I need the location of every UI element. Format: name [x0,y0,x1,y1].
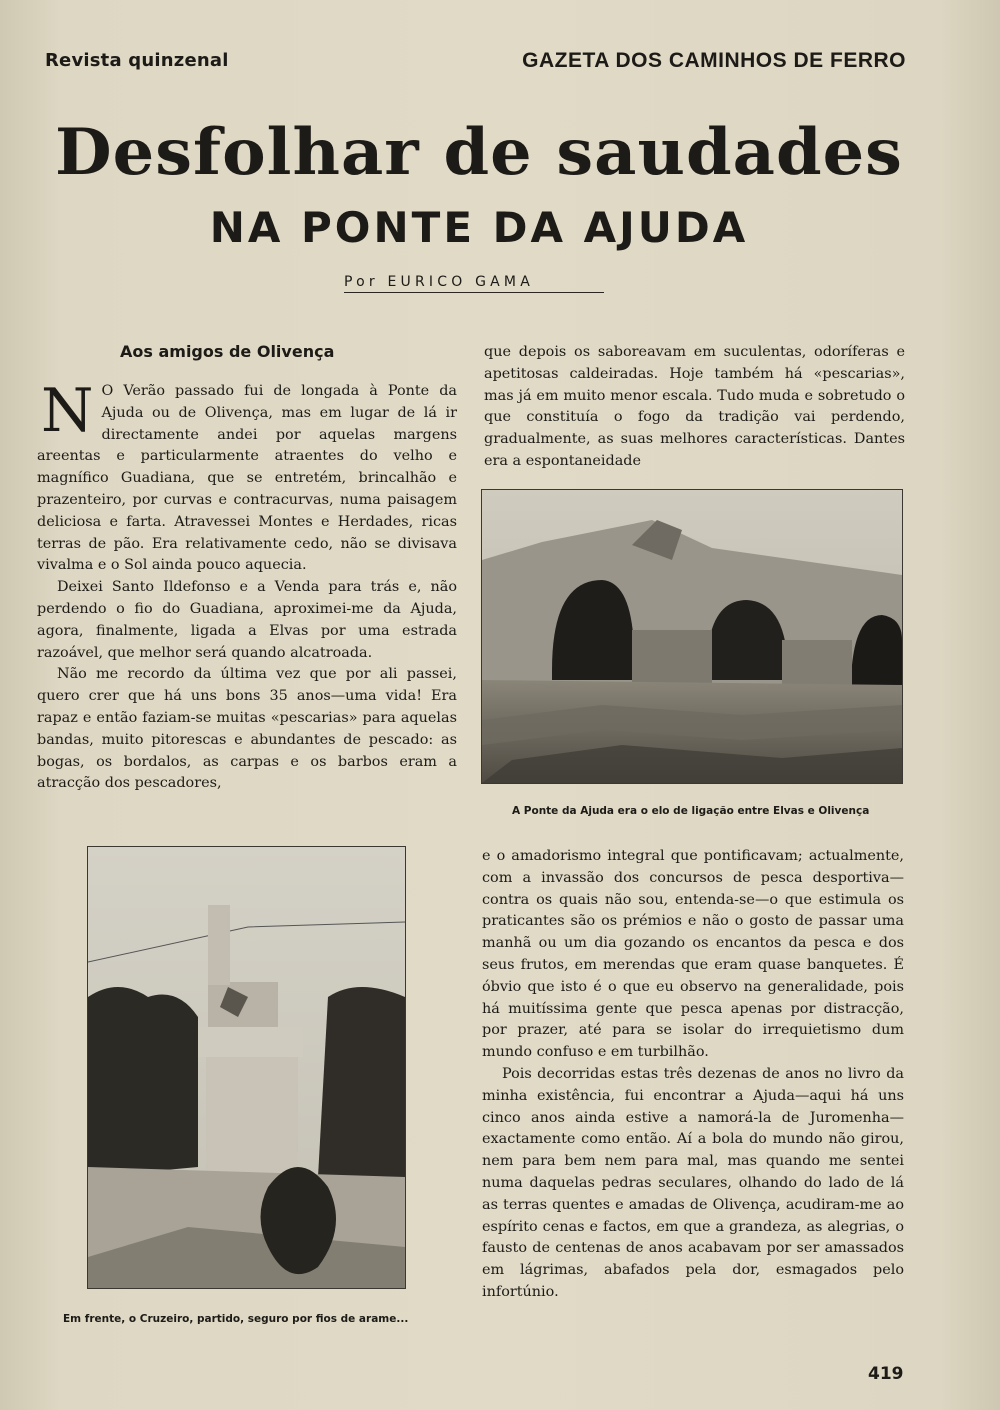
running-head-right: GAZETA DOS CAMINHOS DE FERRO [522,49,906,72]
cruzeiro-photo-image [88,847,405,1288]
right-column-top [484,342,905,473]
bridge-photo-caption: A Ponte da Ajuda era o elo de ligação entre Elvas e Olivença [512,805,870,817]
paragraph-1 [37,376,457,577]
bridge-photo [481,489,903,784]
paragraph-2: Deixei Santo Ildefonso e a Venda para trás e, não perdendo o fio do Guadiana, aproximei-me da Ajuda, agora, finalmente, ligada a Elvas por uma estrada razoável, que melhor será quando alcatroada. [37,579,457,661]
bridge-photo-image [482,490,902,783]
right-column-bottom [482,846,904,1304]
byline: Por EURICO GAMA [344,274,604,293]
paragraph-4: que depois os saboreavam em suculentas, odoríferas e apetitosas caldeiradas. Hoje também há «pescarias», mas já em muito menor escala. Tudo muda e sobretudo o que constituía o fogo da tradição vai perdendo, gradualmente, as suas melhores características. Dantes era a espontaneidade [484,344,905,469]
drop-cap: N [41,376,94,446]
paragraph-1-text: O Verão passado fui de longada à Ponte da Ajuda ou de Olivença, mas em lugar de lá ir directamente andei por aquelas margens areentas e particularmente atraentes do velho e magnífico Guadiana, que se entretém, brincalhão e prazenteiro, por curvas e contracurvas, numa paisagem deliciosa e farta. Atravessei Montes e Herdades, ricas terras de pão. Era relativamente cedo, não se divisava vivalma e o Sol ainda pouco aquecia. [37,383,457,574]
cruzeiro-photo-caption: Em frente, o Cruzeiro, partido, seguro por fios de arame... [63,1313,409,1325]
article-title: Desfolhar de saudades [55,115,903,190]
section-heading: Aos amigos de Olivença [120,342,335,361]
running-head-left: Revista quinzenal [45,50,229,71]
paragraph-3: Não me recordo da última vez que por ali passei, quero crer que há uns bons 35 anos—uma vida! Era rapaz e então faziam-se muitas «pescarias» para aquelas bandas, muito pitorescas e abundantes de pescado: as bogas, os bordalos, as carpas e os barbos eram a atracção dos pescadores, [37,666,457,792]
article-subtitle: NA PONTE DA AJUDA [209,203,749,252]
paragraph-6: Pois decorridas estas três dezenas de anos no livro da minha existência, fui encontrar a Ajuda—aqui há uns cinco anos ainda estive a namorá-la de Juromenha—exactamente como então. Aí a bola do mundo não girou, nem para bem nem para mal, mas quando me sentei numa daquelas pedras seculares, olhando do lado de lá as terras quentes e amadas de Olivença, acudiram-me ao espírito cenas e factos, em que a grandeza, as alegrias, o fausto de centenas de anos acabavam por ser amassados em lágrimas, abafados pela dor, esmagados pelo infortúnio. [482,1065,904,1300]
page-number: 419 [868,1364,904,1384]
cruzeiro-photo [87,846,406,1289]
left-column [37,376,457,795]
paragraph-5: e o amadorismo integral que pontificavam; actualmente, com a invassão dos concursos de pesca desportiva—contra os quais não sou, entenda-se—o que estimula os praticantes são os prémios e não o gosto de passar uma manhã ou um dia gozando os encantos da pesca e dos seus frutos, em merendas que eram quase banquetes. É óbvio que isto é o que eu observo na generalidade, pois há muitíssima gente que pesca apenas por distracção, por prazer, até para se isolar do irrequietismo dum mundo confuso e em turbilhão. [482,848,904,1061]
